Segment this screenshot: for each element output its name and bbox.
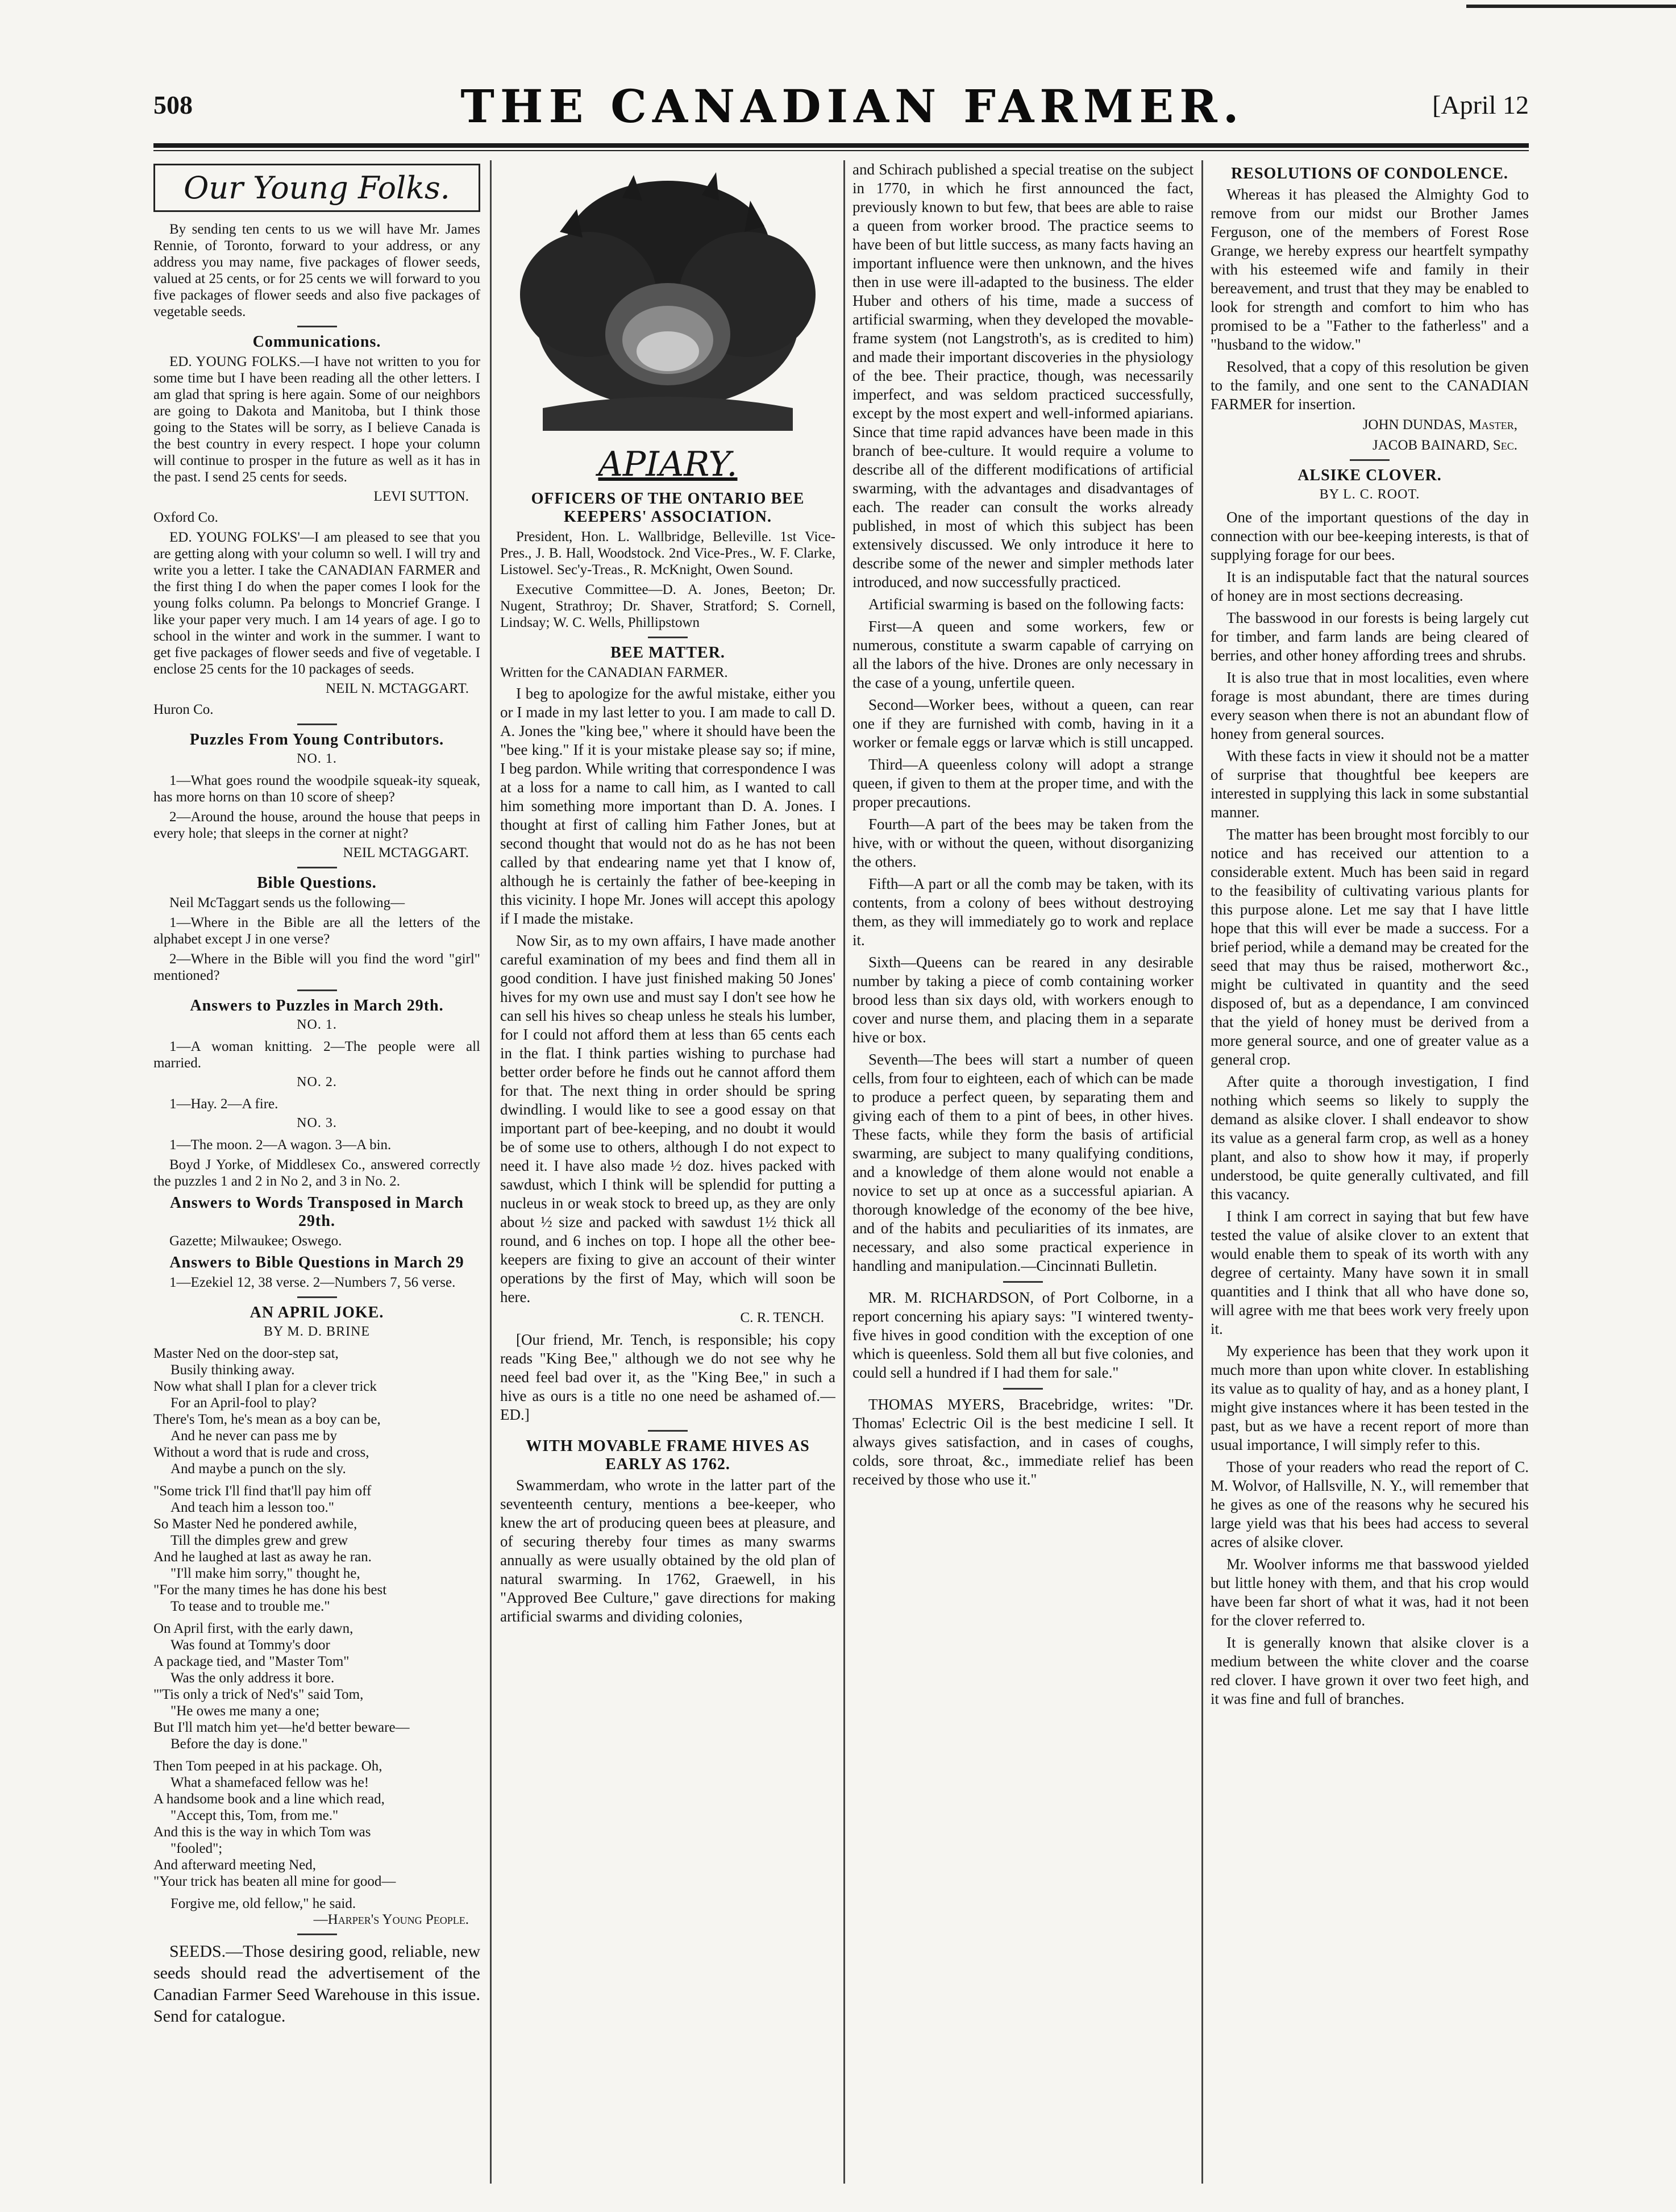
answer-text: 1—Hay. 2—A fire. [169, 1096, 278, 1112]
puzzle-text: 2—Around the house, around the house that peeps in every hole; that sleeps in the corner at night? [153, 809, 480, 841]
column-divider [490, 160, 492, 2184]
letter-place: Huron Co. [153, 702, 214, 717]
movable-frame-heading: WITH MOVABLE FRAME HIVES AS EARLY AS 1762. [526, 1437, 810, 1473]
article-paragraph: After quite a thorough investigation, I find nothing which seems so likely to supply the demand as alsike clover. I shall endeavor to show its value as a general farm crop, as well as a honey plant, and also to show how it may, if properly understood, be quite generally cultivated, and fill this vacancy. [1211, 1073, 1529, 1203]
poem-line: What a shamefaced fellow was he! [170, 1775, 369, 1790]
bible-heading: Bible Questions. [257, 874, 377, 892]
issue-date: [April 12 [1432, 90, 1529, 119]
puzzle-signature: NEIL MCTAGGART. [343, 845, 469, 860]
article-paragraph: The basswood in our forests is being largely cut for timber, and farm lands are being cleared of berries, and other honey affording trees and shrubs. [1211, 609, 1529, 664]
poem-line: And he never can pass me by [170, 1428, 337, 1444]
poem-line: Forgive me, old fellow," he said. [170, 1896, 356, 1911]
poem-line: Was the only address it bore. [170, 1670, 335, 1686]
poem-line: "Your trick has beaten all mine for good— [153, 1874, 396, 1889]
article-paragraph: Now Sir, as to my own affairs, I have made another careful examination of my bees and find them all in good condition. I have just finished making 50 Jones' hives for my own use and must say I don't see how he can sell his hives so cheap unless he steals his lumber, for I could not afford them at less than 65 cents each in the flat. I think parties wishing to purchase had better order before he finds out he cannot afford them for that. The next thing in order should be spring dwindling. I would like to see a good essay on that important part of bee-keeping, and no doubt it would be of some use to others, although I do not expect to need it. I have also made ½ doz. hives packed with sawdust, which I think will be splendid for putting a nucleus in or weak stock to breed up, as they are only about ½ size and packed with sawdust 1½ thick all round, and 6 inches on top. I hope all the other bee-keepers are fixing to give an account of their winter operations by the first of May, which will soon be here. [500, 932, 835, 1305]
fact-paragraph: Third—A queenless colony will adopt a strange queen, if given to them at the proper time, and with the proper precautions. [852, 756, 1193, 810]
top-edge-rule [1466, 5, 1676, 8]
article-paragraph: It is also true that in most localities, even where forage is most abundant, there are times during every season when there is not an abundant flow of honey from general sources. [1211, 669, 1529, 742]
poem-line: "I'll make him sorry," thought he, [170, 1566, 360, 1581]
intro-paragraph: By sending ten cents to us we will have Mr. James Rennie, of Toronto, forward to your address, or any address you may name, five packages of flower seeds, valued at 25 cents, or for 25 cents we will forward to you five packages of flower seeds and also five packages of vegetable seeds. [153, 222, 480, 319]
words-heading: Answers to Words Transposed in March 29th. [170, 1194, 464, 1230]
poem-line: Was found at Tommy's door [170, 1637, 330, 1653]
fact-paragraph: Second—Worker bees, without a queen, can rear one if they are furnished with comb, having in it a worker or female eggs or larvæ which is still uncapped. [852, 696, 1193, 751]
joke-byline: BY M. D. BRINE [263, 1324, 371, 1339]
separator [648, 1430, 688, 1432]
header-rule [153, 143, 1529, 148]
alsike-heading: ALSIKE CLOVER. [1297, 467, 1442, 484]
letter-signature: LEVI SUTTON. [373, 489, 469, 504]
poem-line: But I'll match him yet—he'd better beware— [153, 1720, 410, 1735]
seeds-notice: SEEDS.—Those desiring good, reliable, new seeds should read the advertisement of the Canadian Farmer Seed Warehouse in this issue. Send for catalogue. [153, 1942, 480, 2026]
editor-note: [Our friend, Mr. Tench, is responsible; his copy reads "King Bee," although we do not see why he need feel bad over it, as the "King Bee," in such a hive as ours is a title no one need be ashamed of.—ED.] [500, 1331, 835, 1423]
poem-line: Before the day is done." [170, 1736, 308, 1752]
words-answers: Gazette; Milwaukee; Oswego. [169, 1233, 342, 1249]
officers-heading: OFFICERS OF THE ONTARIO BEE KEEPERS' ASSOCIATION. [531, 490, 805, 526]
poem-line: Busily thinking away. [170, 1362, 295, 1378]
poem-line: And afterward meeting Ned, [153, 1857, 316, 1873]
answer-number: NO. 1. [297, 1017, 337, 1032]
letter-paragraph: ED. YOUNG FOLKS'—I am pleased to see that you are getting along with your column so well. I will try and write you a letter. I take the CANADIAN FARMER and the first thing I do when the paper comes I look for the young folks column. Pa belongs to Moncrief Grange. I like your paper very much. I am 14 years of age. I go to school in the winter and work in the summer. I want to get five packages of flower seeds and five of vegetable. I enclose 25 cents for the 10 packages of seeds. [153, 530, 480, 677]
separator [297, 1934, 337, 1935]
separator [1003, 1388, 1043, 1390]
answer-text: 1—The moon. 2—A wagon. 3—A bin. [169, 1137, 392, 1153]
column-swarming [852, 160, 1193, 2184]
fact-paragraph: Fifth—A part or all the comb may be taken, with its contents, from a colony of bees without destroying them, as they will immediately go to work and replace it. [852, 875, 1193, 949]
page-number: 508 [153, 90, 193, 119]
poem-line: "'Tis only a trick of Ned's" said Tom, [153, 1687, 364, 1702]
letter-paragraph: ED. YOUNG FOLKS.—I have not written to you for some time but I have been reading all the other letters. I am glad that spring is here again. Some of our neighbors are going to Dakota and Manitoba, but I think those going to the States will be sorry, as I believe Canada is the best country in every respect. I hope your column will continue to prosper in the future as well as it has in the past. I send 25 cents for seeds. [153, 354, 480, 485]
separator [1003, 1281, 1043, 1283]
article-paragraph: I think I am correct in saying that but few have tested the value of alsike clover to an extent that would enable them to speak of its worth with any degree of certainty. Many have sown it in small quantities and I think that all who have done so, will agree with me that bees work very freely upon it. [1211, 1208, 1529, 1337]
bible-answers: 1—Ezekiel 12, 38 verse. 2—Numbers 7, 56 verse. [169, 1275, 456, 1290]
article-paragraph: One of the important questions of the day in connection with our bee-keeping interests, is that of supplying forage for our bees. [1211, 509, 1529, 563]
puzzle-text: 1—What goes round the woodpile squeak-ity squeak, has more horns on than 10 score of sheep? [153, 773, 480, 805]
separator [1350, 459, 1390, 461]
poem-line: Master Ned on the door-step sat, [153, 1346, 339, 1361]
resolutions-heading: RESOLUTIONS OF CONDOLENCE. [1231, 165, 1508, 182]
poem-line: So Master Ned he pondered awhile, [153, 1516, 357, 1532]
fact-paragraph: First—A queen and some workers, few or numerous, constitute a swarm capable of carrying on all the labors of the hive. Drones are only necessary in the case of a young, unfertile queen. [852, 618, 1193, 691]
puzzle-number: NO. 1. [297, 751, 337, 766]
poem-line: Till the dimples grew and grew [170, 1533, 348, 1548]
poem-line: A handsome book and a line which read, [153, 1791, 385, 1807]
letter-signature: NEIL N. MCTAGGART. [325, 681, 469, 696]
bee-matter-heading: BEE MATTER. [610, 644, 725, 662]
myers-testimonial: THOMAS MYERS, Bracebridge, writes: "Dr. Thomas' Eclectric Oil is the best medicine I sell. It always gives satisfaction, and in cases of coughs, colds, sore throat, &c., immediate relief has been received by those who use it." [852, 1396, 1193, 1488]
officers-list: President, Hon. L. Wallbridge, Belleville. 1st Vice-Pres., J. B. Hall, Woodstock. 2nd Vice-Pres., W. F. Clarke, Listowel. Sec'y-Treas., R. McKnight, Owen Sound. [500, 529, 835, 577]
beehive-illustration [509, 164, 827, 436]
resolution-signature: JOHN DUNDAS, Master, [1362, 417, 1517, 433]
poem-line: For an April-fool to play? [170, 1395, 317, 1411]
fact-paragraph: Fourth—A part of the bees may be taken from the hive, with or without the queen, without disorganizing the others. [852, 816, 1193, 870]
bible-intro: Neil McTaggart sends us the following— [169, 895, 405, 910]
article-paragraph: The matter has been brought most forcibly to our notice and has received our attention to a considerable extent. Much has been said in regard to the feasibility of cultivating various plants for this purpose alone. Let me say that I have little hope that this will ever be made a success. For a brief period, while a demand may be created for the seed that may thus be raised, motherwort &c., might be cultivated in quantity and the seed disposed of, but as a dependance, I am convinced that the yield of honey must be derived from a more general source, and one of greater value as a general crop. [1211, 826, 1529, 1068]
column-young-folks [153, 160, 480, 2184]
poem-line: And he laughed at last as away he ran. [153, 1549, 372, 1565]
column-condolence-alsike [1211, 160, 1529, 2184]
bible-question: 1—Where in the Bible are all the letters of the alphabet except J in one verse? [153, 915, 480, 947]
separator [648, 637, 688, 638]
bible-question: 2—Where in the Bible will you find the word "girl" mentioned? [153, 951, 480, 983]
article-paragraph: Mr. Woolver informs me that basswood yielded but little honey with them, and that his crop would have been far short of what it was, had it not been for the clover referred to. [1211, 1556, 1529, 1629]
poem-line: And teach him a lesson too." [170, 1500, 334, 1515]
article-paragraph: Swammerdam, who wrote in the latter part of the seventeenth century, mentions a bee-keeper, who knew the art of producing queen bees at pleasure, and of securing thereby four times as many swarms annually as were usually obtained by the old plan of natural swarming. In 1762, Graewell, in his "Approved Bee Culture," gave directions for making artificial swarms and dividing colonies, [500, 1477, 835, 1625]
poem-line: "Accept this, Tom, from me." [170, 1808, 339, 1823]
answer-text: 1—A woman knitting. 2—The people were all married. [153, 1039, 480, 1071]
resolution-paragraph: Whereas it has pleased the Almighty God to remove from our midst our Brother James Ferguson, one of the members of Forest Rose Grange, we hereby express our heartfelt sympathy with his esteemed wife and family in their bereavement, and trust that they may be enabled to look for strength and comfort to him who has promised to be a "Father to the fatherless" and a "husband to the widow." [1211, 186, 1529, 353]
poem-line: "For the many times he has done his best [153, 1582, 387, 1598]
richardson-report: MR. M. RICHARDSON, of Port Colborne, in a report concerning his apiary says: "I wintered twenty-five hives in good condition with the exception of one which is queenless. Sold them all but five colonies, and could sell a hundred if I had them for sale." [852, 1289, 1193, 1381]
column-divider [843, 160, 845, 2184]
alsike-byline: BY L. C. ROOT. [1319, 487, 1420, 502]
section-title: Our Young Folks. [153, 164, 480, 212]
resolution-signature: JACOB BAINARD, Sec. [1373, 438, 1517, 453]
separator [297, 867, 337, 868]
separator [297, 724, 337, 725]
separator [297, 1296, 337, 1298]
fact-paragraph: Seventh—The bees will start a number of queen cells, from four to eighteen, each of which can be made to produce a perfect queen, by separating them and giving each of them to a pint of bees, in other hives. These facts, while they form the basis of artificial swarming, are subject to many qualifying conditions, and a knowledge of them alone would not enable a novice to set up at once as a successful apiarian. A thorough knowledge of the economy of the bee hive, and of the habits and peculiarities of its inmates, are necessary, and also some practical experience in handling and manipulation.—Cincinnati Bulletin. [852, 1051, 1193, 1274]
poem-source: —Harper's Young People. [313, 1912, 469, 1927]
communications-heading: Communications. [252, 333, 381, 351]
article-paragraph: Those of your readers who read the report of C. M. Wolvor, of Hallsville, N. Y., will remember that he gives as one of the reasons why he secured his large yield was that his bees had access to several acres of alsike clover. [1211, 1458, 1529, 1550]
header-rule-thin [153, 150, 1529, 151]
masthead: THE CANADIAN FARMER. [460, 80, 1245, 133]
executive-committee: Executive Committee—D. A. Jones, Beeton; Dr. Nugent, Strathroy; Dr. Shaver, Stratford; S. Cornell, Lindsay; W. C. Wells, Phillipstown [500, 582, 835, 630]
poem [153, 1345, 480, 1912]
answer-note: Boyd J Yorke, of Middlesex Co., answered correctly the puzzles 1 and 2 in No 2, and 3 in No. 2. [153, 1157, 480, 1189]
poem-line: Without a word that is rude and cross, [153, 1445, 369, 1460]
poem-line: To tease and to trouble me." [170, 1599, 330, 1614]
poem-line: Now what shall I plan for a clever trick [153, 1379, 377, 1394]
apiary-title: APIARY. [598, 444, 738, 484]
written-for: Written for the CANADIAN FARMER. [500, 665, 728, 680]
article-paragraph: and Schirach published a special treatise on the subject in 1770, in which he first announced the fact, previously known to but few, that bees are able to raise a queen from worker brood. The practice seems to have been of but little success, as many facts having an important influence were then unknown, and the hives then in use were ill-adapted to the business. The elder Huber and others of his time, made a success of artificial swarming, when they developed the movable-frame system (not Langstroth's, as is credited to him) and made their important discoveries in the physiology of the bee. Their practice, though, was necessarily imperfect, and was seldom practiced successfully, except by the most expert and well-informed apiarians. Since that time rapid advances have been made in this branch of bee-culture. It would require a volume to describe all of the different modifications of artificial swarming, with the advantages and disadvantages of each. The reader can consult the works already published, in most of which this subject has been extensively discussed. We only introduce it here to describe some of the newer and simpler methods later introduced, and now successfully practiced. [852, 161, 1193, 591]
fact-paragraph: Sixth—Queens can be reared in any desirable number by taking a piece of comb containing worker brood less than six days old, with workers enough to cover and nurse them, and placing them in a separate hive or box. [852, 954, 1193, 1046]
answers-heading: Answers to Puzzles in March 29th. [190, 997, 444, 1014]
resolution-paragraph: Resolved, that a copy of this resolution be given to the family, and one sent to the CANADIAN FARMER for insertion. [1211, 358, 1529, 413]
separator [297, 326, 337, 327]
puzzles-heading: Puzzles From Young Contributors. [189, 731, 444, 749]
answer-number: NO. 2. [297, 1075, 337, 1090]
page-header [153, 80, 1529, 142]
column-apiary [500, 160, 835, 2184]
article-paragraph: It is an indisputable fact that the natural sources of honey are in most sections decreasing. [1211, 568, 1529, 604]
poem-line: "Some trick I'll find that'll pay him off [153, 1483, 372, 1499]
poem-line: On April first, with the early dawn, [153, 1621, 354, 1636]
article-paragraph: I beg to apologize for the awful mistake, either you or I made in my last letter to you. I am made to call D. A. Jones the "king bee," where it should have been the "bee king." If it is your mistake please say so; if mine, I beg pardon. While writing that correspondence I was at a loss for a name to call him, as I wanted to call him something more important than D. A. Jones. I thought at first of calling him Father Jones, but at second thought that would not do as he has not been called by that endearing name yet that I know of, although he is certainly the father of bee-keeping in this vicinity. I hope Mr. Jones will accept this apology if I made the mistake. [500, 685, 835, 927]
poem-line: And this is the way in which Tom was [153, 1824, 371, 1840]
poem-line: "He owes me many a one; [170, 1703, 320, 1719]
column-divider [1201, 160, 1203, 2184]
poem-line: Then Tom peeped in at his package. Oh, [153, 1758, 382, 1774]
article-signature: C. R. TENCH. [740, 1310, 824, 1325]
poem-line: There's Tom, he's mean as a boy can be, [153, 1412, 381, 1427]
poem-line: And maybe a punch on the sly. [170, 1461, 346, 1477]
joke-heading: AN APRIL JOKE. [249, 1304, 384, 1321]
separator [297, 989, 337, 991]
poem-line: A package tied, and "Master Tom" [153, 1654, 350, 1669]
letter-place: Oxford Co. [153, 510, 218, 525]
answer-number: NO. 3. [297, 1116, 337, 1130]
poem-line: "fooled"; [170, 1841, 223, 1856]
article-paragraph: Artificial swarming is based on the following facts: [868, 596, 1184, 613]
bible-answers-heading: Answers to Bible Questions in March 29 [169, 1254, 464, 1271]
article-paragraph: With these facts in view it should not be a matter of surprise that thoughtful bee keepers are interested in supplying this lack in some substantial manner. [1211, 747, 1529, 821]
article-paragraph: It is generally known that alsike clover is a medium between the white clover and the coarse red clover. I have grown it over two feet high, and it was fine and full of branches. [1211, 1634, 1529, 1707]
article-paragraph: My experience has been that they work upon it much more than upon white clover. In establishing its value as to quality of hay, and as a honey plant, I might give instances where it has been tested in the past, but as we have a recent report of more than usual importance, I will simply refer to this. [1211, 1342, 1529, 1453]
